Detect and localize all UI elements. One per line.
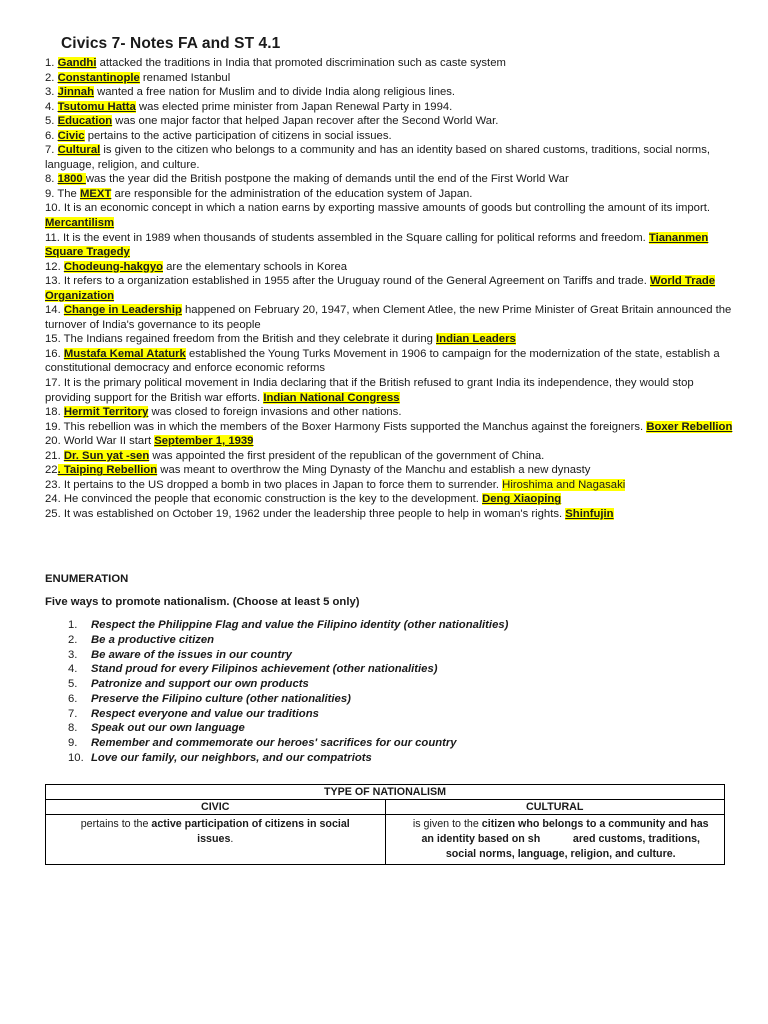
note-text: 25. It was established on October 19, 1962 under the leadership three people to help in woman's rights. bbox=[45, 507, 566, 520]
note-text: 14. bbox=[45, 304, 64, 317]
note-text: was elected prime minister from Japan Renewal Party in 1994. bbox=[135, 100, 453, 113]
enumeration-question: Five ways to promote nationalism. (Choose at least 5 only) bbox=[45, 596, 360, 608]
cultural-text-bold: citizen who belongs to a community and has an identity based on sh ared customs, traditions, social norms, language, religion, and culture. bbox=[421, 818, 712, 860]
answer-highlight: September 1, 1939 bbox=[154, 435, 254, 448]
note-text: is given to the citizen who belongs to a community and has an identity based on shared customs, traditions, social norms, language, religion, and culture. bbox=[45, 144, 710, 171]
answer-highlight: Mustafa Kemal Ataturk bbox=[63, 347, 186, 360]
enumeration-number: 5. bbox=[68, 678, 78, 690]
enumeration-number: 10. bbox=[68, 751, 84, 764]
note-text: 16. bbox=[45, 347, 64, 360]
enumeration-number: 1. bbox=[68, 619, 78, 631]
note-text: 24. He convinced the people that economic construction is the key to the development. bbox=[45, 493, 483, 506]
answer-highlight: Shinfujin bbox=[565, 507, 614, 520]
enumeration-text: Patronize and support our own products bbox=[91, 678, 309, 690]
note-text: 3. bbox=[45, 86, 58, 99]
enumeration-item bbox=[68, 662, 508, 677]
enumeration-number: 3. bbox=[68, 648, 78, 661]
note-text: 12. bbox=[45, 260, 64, 273]
note-item bbox=[45, 260, 735, 275]
enumeration-item bbox=[68, 721, 508, 736]
enumeration-number: 6. bbox=[68, 692, 78, 705]
note-text: 22 bbox=[45, 464, 58, 477]
answer-highlight: Civic bbox=[57, 129, 85, 142]
note-text: 2. bbox=[45, 71, 58, 84]
note-text: 18. bbox=[45, 406, 64, 419]
note-text: 10. It is an economic concept in which a nation earns by exporting massive amounts of goods but controlling the amount of its import. bbox=[45, 202, 710, 215]
note-item bbox=[45, 274, 735, 303]
note-item bbox=[45, 463, 735, 478]
enumeration-item bbox=[68, 692, 508, 707]
note-item bbox=[45, 143, 735, 172]
note-item bbox=[45, 231, 735, 260]
enumeration-item bbox=[68, 677, 508, 692]
note-text: was one major factor that helped Japan recover after the Second World War. bbox=[112, 115, 499, 128]
note-text: was appointed the first president of the republican of the government of China. bbox=[149, 449, 545, 462]
enumeration-item bbox=[68, 736, 508, 751]
civic-cell bbox=[46, 815, 386, 865]
note-item bbox=[45, 85, 735, 100]
note-item bbox=[45, 420, 735, 435]
enumeration-item bbox=[68, 707, 508, 722]
note-text: 21. bbox=[45, 449, 64, 462]
note-text: 23. It pertains to the US dropped a bomb in two places in Japan to force them to surrender. bbox=[45, 478, 503, 491]
enumeration-number: 2. bbox=[68, 633, 78, 646]
enumeration-text: Stand proud for every Filipinos achievement (other nationalities) bbox=[91, 663, 438, 676]
answer-highlight: Constantinople bbox=[57, 71, 140, 84]
enumeration-item bbox=[68, 633, 508, 648]
answer-highlight: Indian National Congress bbox=[263, 391, 400, 404]
note-item bbox=[45, 405, 735, 420]
civic-text-pre: pertains to the bbox=[80, 818, 152, 830]
enumeration-number: 4. bbox=[68, 663, 78, 676]
note-text: renamed Istanbul bbox=[139, 71, 231, 84]
note-text: 4. bbox=[45, 100, 58, 113]
note-item bbox=[45, 332, 735, 347]
answer-highlight: Boxer Rebellion bbox=[646, 420, 733, 433]
enumeration-item bbox=[68, 618, 508, 633]
note-text: 1. bbox=[45, 57, 58, 69]
answer-highlight: Hiroshima and Nagasaki bbox=[502, 478, 626, 491]
note-text: 13. It refers to a organization established in 1955 after the Uruguay round of the General Agreement on Tariffs and trade. bbox=[45, 275, 650, 288]
civic-header: CIVIC bbox=[46, 800, 386, 815]
answer-highlight: Jinnah bbox=[57, 86, 94, 99]
answer-highlight: Deng Xiaoping bbox=[482, 493, 562, 506]
note-item bbox=[45, 201, 735, 230]
note-text: 9. The bbox=[45, 187, 80, 200]
note-text: established the Young Turks Movement in 1906 to campaign for the modernization of the state, establish a constitutional democracy and enforce economic reforms bbox=[45, 347, 720, 375]
note-item bbox=[45, 71, 735, 86]
note-text: was closed to foreign invasions and other nations. bbox=[148, 406, 402, 419]
note-text: 7. bbox=[45, 144, 58, 157]
enumeration-text: Respect the Philippine Flag and value the Filipino identity (other nationalities) bbox=[91, 619, 509, 631]
note-text: 11. It is the event in 1989 when thousands of students assembled in the Square calling for political reforms and freedom. bbox=[45, 231, 649, 244]
answer-highlight: Change in Leadership bbox=[63, 304, 182, 317]
note-item bbox=[45, 507, 735, 522]
answer-highlight: World Trade Organization bbox=[45, 275, 716, 302]
enumeration-text: Speak out our own language bbox=[91, 722, 245, 735]
enumeration-number: 8. bbox=[68, 722, 78, 735]
answer-highlight: Education bbox=[57, 115, 113, 128]
enumeration-text: Preserve the Filipino culture (other nationalities) bbox=[91, 692, 351, 705]
enumeration-text: Be a productive citizen bbox=[91, 633, 215, 646]
note-item bbox=[45, 347, 735, 376]
enumeration-text: Be aware of the issues in our country bbox=[91, 648, 292, 661]
answer-highlight: Indian Leaders bbox=[436, 333, 516, 346]
note-item bbox=[45, 187, 735, 202]
answer-highlight: . Taiping Rebellion bbox=[57, 464, 158, 477]
note-item bbox=[45, 129, 735, 144]
note-text: was meant to overthrow the Ming Dynasty of the Manchu and establish a new dynasty bbox=[157, 464, 591, 477]
answer-highlight: Gandhi bbox=[57, 57, 97, 69]
cultural-cell bbox=[385, 815, 725, 865]
note-text: 17. It is the primary political movement in India declaring that if the British refused to grant India its independence, they would stop providing support for the British war efforts. bbox=[45, 377, 694, 404]
note-text: pertains to the active participation of citizens in social issues. bbox=[84, 129, 392, 142]
note-text: 5. bbox=[45, 115, 58, 128]
note-text: 8. bbox=[45, 173, 58, 186]
note-item bbox=[45, 492, 735, 507]
enumeration-text: Respect everyone and value our traditions bbox=[91, 707, 319, 720]
table-title: TYPE OF NATIONALISM bbox=[46, 785, 725, 800]
answer-highlight: MEXT bbox=[79, 187, 112, 200]
enumeration-number: 7. bbox=[68, 707, 78, 720]
note-item bbox=[45, 56, 735, 71]
answer-highlight: Cultural bbox=[57, 144, 101, 157]
answer-highlight: Mercantilism bbox=[45, 217, 115, 230]
note-item bbox=[45, 172, 735, 187]
note-text: 20. World War II start bbox=[45, 435, 155, 448]
note-text: happened on February 20, 1947, when Clement Atlee, the new Prime Minister of Great Britain announced the turnover of India's governance to its people bbox=[45, 304, 732, 331]
note-item bbox=[45, 100, 735, 115]
answer-highlight: Hermit Territory bbox=[63, 406, 149, 419]
answer-highlight: Tsutomu Hatta bbox=[57, 100, 136, 113]
note-item bbox=[45, 434, 735, 449]
note-item bbox=[45, 376, 735, 405]
note-item bbox=[45, 449, 735, 464]
enumeration-item bbox=[68, 648, 508, 663]
note-item bbox=[45, 478, 735, 493]
answer-highlight: Tiananmen Square Tragedy bbox=[45, 231, 709, 259]
page-title: Civics 7- Notes FA and ST 4.1 bbox=[61, 35, 281, 52]
enumeration-text: Remember and commemorate our heroes' sacrifices for our country bbox=[91, 737, 457, 749]
cultural-text-pre: is given to the bbox=[412, 818, 482, 830]
nationalism-table bbox=[45, 784, 725, 865]
answer-highlight: Dr. Sun yat -sen bbox=[63, 449, 150, 462]
note-text: are the elementary schools in Korea bbox=[163, 260, 348, 273]
cultural-header: CULTURAL bbox=[385, 800, 725, 815]
enumeration-list bbox=[68, 618, 508, 766]
note-text: 15. The Indians regained freedom from the British and they celebrate it during bbox=[45, 333, 437, 346]
enumeration-heading: ENUMERATION bbox=[45, 573, 129, 585]
note-text: attacked the traditions in India that promoted discrimination such as caste system bbox=[96, 57, 506, 69]
enumeration-text: Love our family, our neighbors, and our compatriots bbox=[91, 751, 372, 764]
note-item bbox=[45, 114, 735, 129]
civic-text-post: . bbox=[230, 833, 234, 845]
civic-text-bold: active participation of citizens in social issues bbox=[151, 818, 350, 845]
answer-highlight: Chodeung-hakgyo bbox=[63, 260, 164, 273]
enumeration-item bbox=[68, 751, 508, 766]
note-text: was the year did the British postpone the making of demands until the end of the First World War bbox=[85, 173, 569, 186]
notes-list bbox=[45, 56, 735, 522]
note-item bbox=[45, 303, 735, 332]
note-text: are responsible for the administration of the education system of Japan. bbox=[111, 187, 473, 200]
enumeration-number: 9. bbox=[68, 737, 78, 749]
note-text: 19. This rebellion was in which the members of the Boxer Harmony Fists supported the Manchus against the foreigners. bbox=[45, 420, 647, 433]
note-text: 6. bbox=[45, 129, 58, 142]
answer-highlight: 1800 bbox=[57, 173, 86, 186]
note-text: wanted a free nation for Muslim and to divide India along religious lines. bbox=[93, 86, 456, 99]
